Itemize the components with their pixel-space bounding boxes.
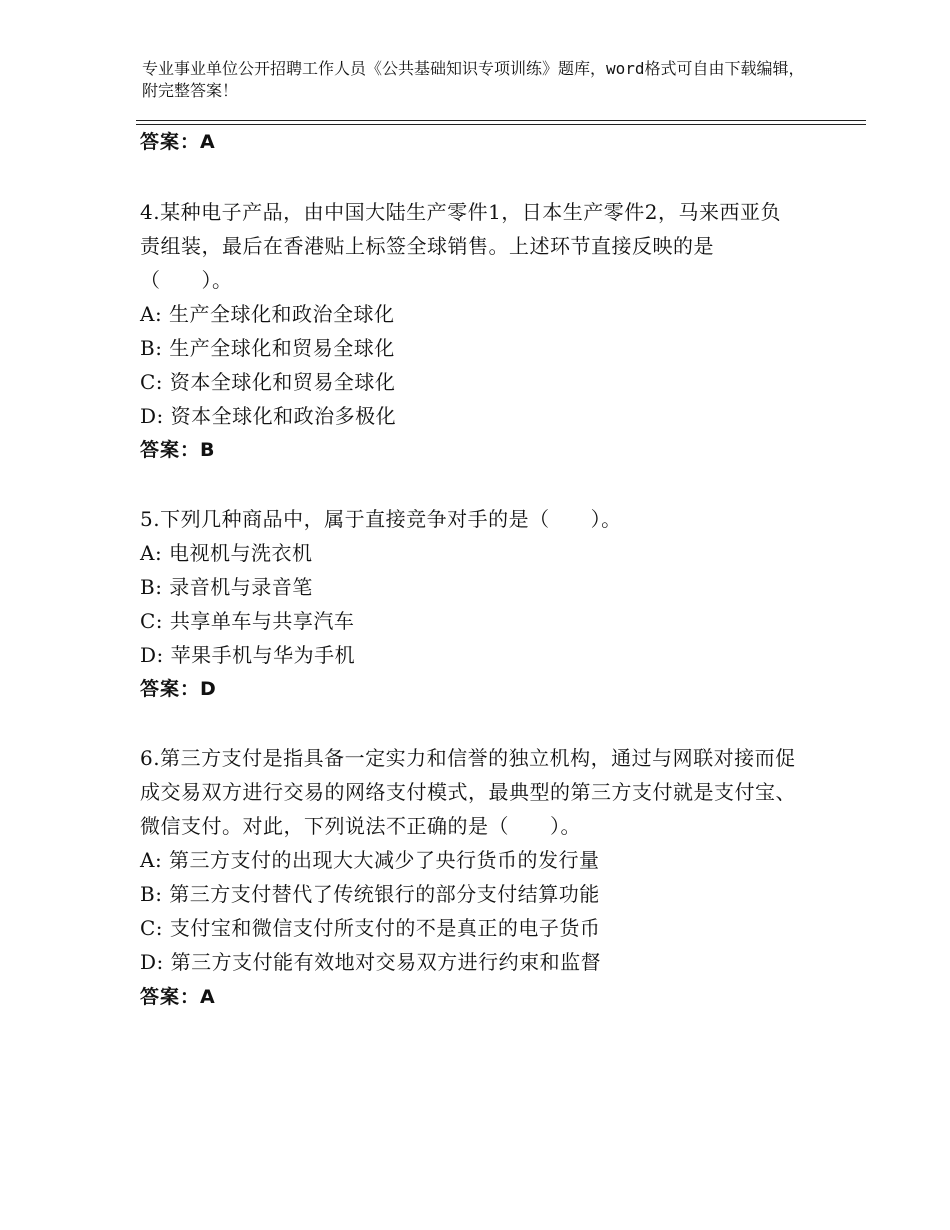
document-header: 专业事业单位公开招聘工作人员《公共基础知识专项训练》题库，word格式可自由下载编辑，附完整答案！ (142, 59, 805, 100)
question-5-stem: 5.下列几种商品中，属于直接竞争对手的是（ ）。 (140, 507, 622, 531)
header-divider (136, 120, 866, 125)
question-5-option-a: A: 电视机与洗衣机 (140, 541, 313, 565)
question-4-stem: 4.某种电子产品，由中国大陆生产零件1，日本生产零件2，马来西亚负责组装，最后在香港贴上标签全球销售。上述环节直接反映的是（ ）。 (140, 200, 782, 292)
question-5-option-d: D: 苹果手机与华为手机 (140, 643, 356, 667)
question-4-option-d: D: 资本全球化和政治多极化 (140, 404, 397, 428)
answer-q4: 答案：B (140, 439, 216, 461)
question-6-option-b: B: 第三方支付替代了传统银行的部分支付结算功能 (140, 882, 600, 906)
question-4-option-b: B: 生产全球化和贸易全球化 (140, 336, 395, 360)
question-6-option-c: C: 支付宝和微信支付所支付的不是真正的电子货币 (140, 916, 601, 940)
question-5-option-c: C: 共享单车与共享汽车 (140, 609, 355, 633)
answer-q6: 答案：A (140, 986, 216, 1008)
question-4-option-c: C: 资本全球化和贸易全球化 (140, 370, 396, 394)
answer-q5: 答案：D (140, 678, 217, 700)
question-6-option-a: A: 第三方支付的出现大大减少了央行货币的发行量 (140, 848, 600, 872)
question-5-option-b: B: 录音机与录音笔 (140, 575, 313, 599)
question-6-option-d: D: 第三方支付能有效地对交易双方进行约束和监督 (140, 950, 602, 974)
answer-q3: 答案：A (140, 131, 216, 153)
question-6-stem: 6.第三方支付是指具备一定实力和信誉的独立机构，通过与网联对接而促成交易双方进行交易的网络支付模式，最典型的第三方支付就是支付宝、微信支付。对此，下列说法不正确的是（ ）。 (140, 746, 796, 838)
question-4-option-a: A: 生产全球化和政治全球化 (140, 302, 395, 326)
